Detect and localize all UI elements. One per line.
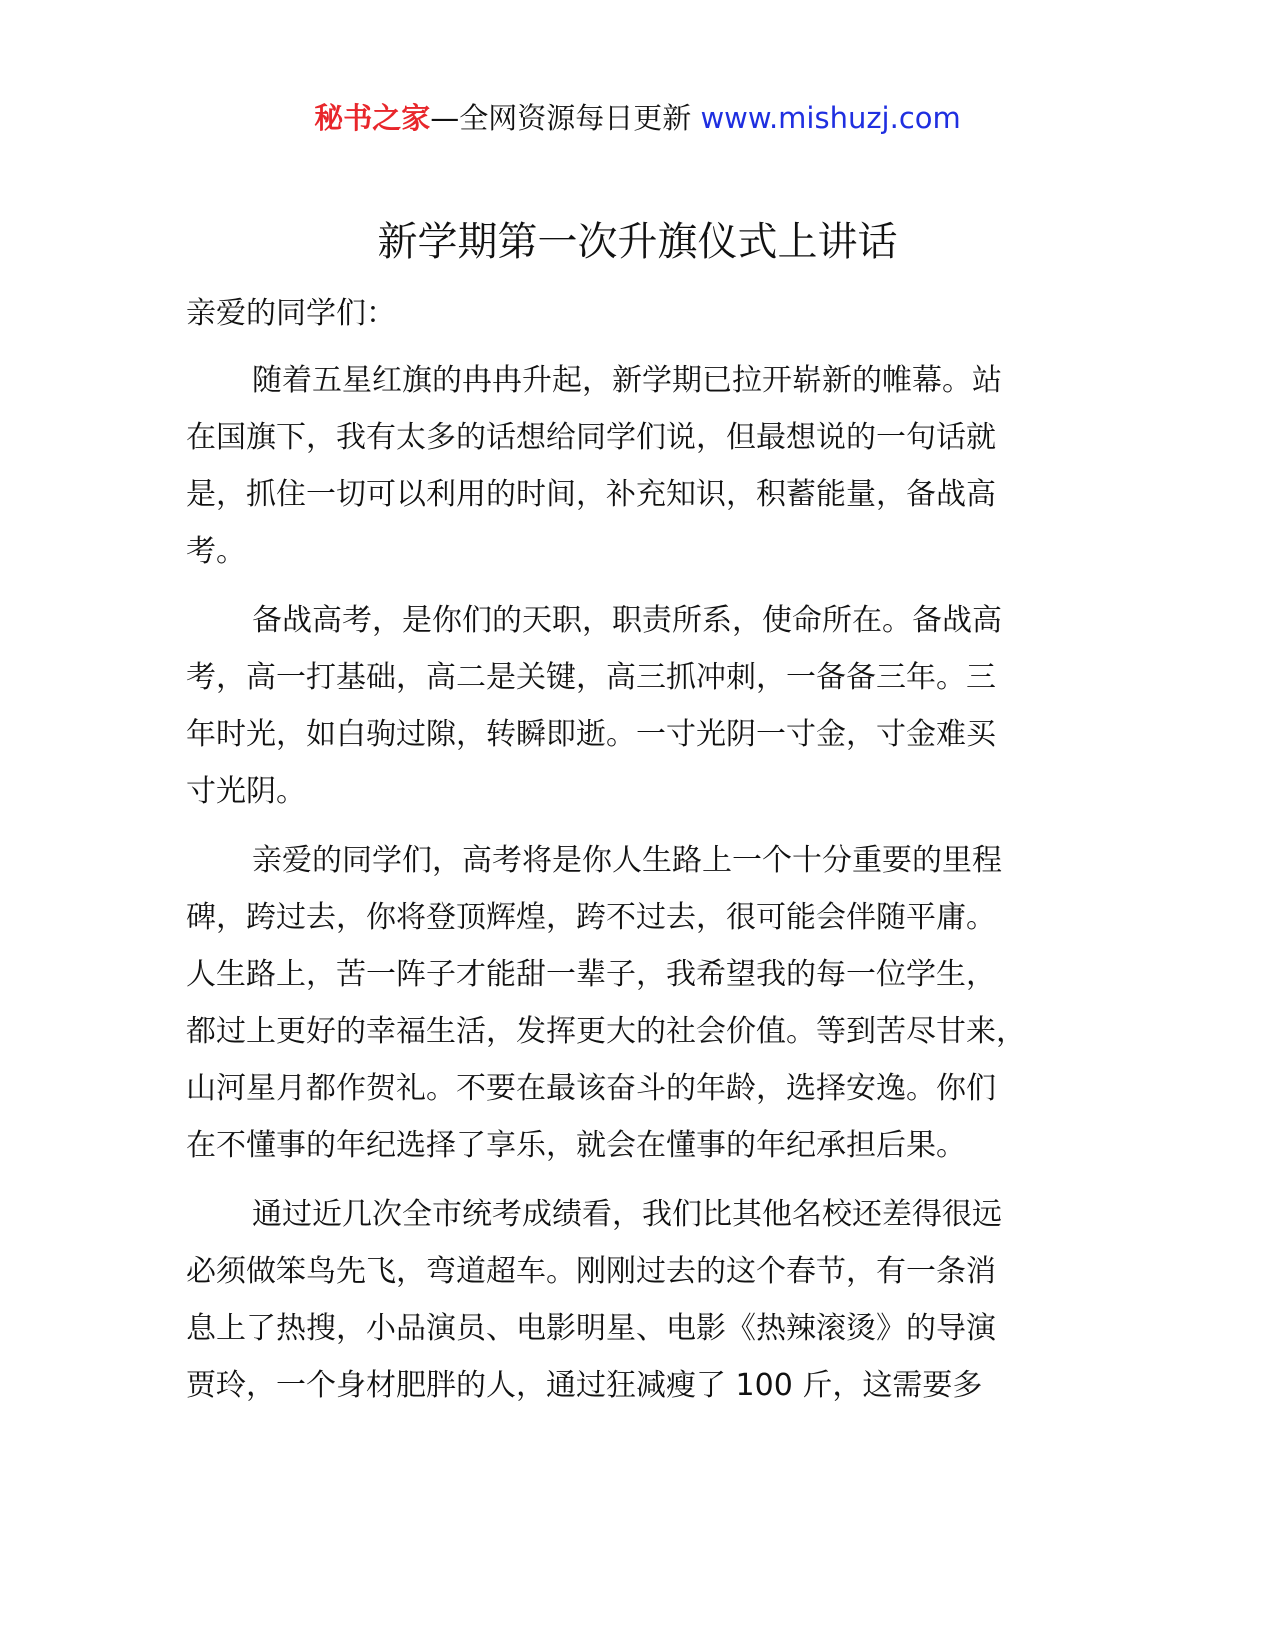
paragraph-line: 是，抓住一切可以利用的时间，补充知识，积蓄能量，备战高 <box>186 477 996 512</box>
site-name: 秘书之家 <box>314 101 431 135</box>
paragraph-1 <box>186 352 1096 580</box>
site-tagline: —全网资源每日更新 <box>430 101 701 135</box>
paragraph-line: 亲爱的同学们，高考将是你人生路上一个十分重要的里程 <box>252 843 1002 878</box>
paragraph-line: 寸光阴。 <box>186 774 306 809</box>
paragraph-line: 年时光，如白驹过隙，转瞬即逝。一寸光阴一寸金，寸金难买 <box>186 717 996 752</box>
paragraph-line: 息上了热搜，小品演员、电影明星、电影《热辣滚烫》的导演 <box>186 1311 996 1346</box>
paragraph-line: 贾玲，一个身材肥胖的人，通过狂减瘦了 100 斤，这需要多 <box>186 1368 983 1403</box>
paragraph-line: 必须做笨鸟先飞，弯道超车。刚刚过去的这个春节，有一条消 <box>186 1254 996 1289</box>
document-body <box>186 286 1096 1426</box>
paragraph-3 <box>186 832 1096 1174</box>
paragraph-line: 在国旗下，我有太多的话想给同学们说，但最想说的一句话就 <box>186 420 996 455</box>
paragraph-line: 人生路上，苦一阵子才能甜一辈子，我希望我的每一位学生， <box>186 957 996 992</box>
site-url-link[interactable]: www.mishuzj.com <box>700 101 961 135</box>
paragraph-line: 备战高考，是你们的天职，职责所系，使命所在。备战高 <box>252 603 1002 638</box>
document-title: 新学期第一次升旗仪式上讲话 <box>377 219 898 265</box>
paragraph-line: 通过近几次全市统考成绩看，我们比其他名校还差得很远 <box>252 1197 1002 1232</box>
paragraph-line: 随着五星红旗的冉冉升起，新学期已拉开崭新的帷幕。站 <box>252 363 1002 398</box>
paragraph-line: 在不懂事的年纪选择了享乐，就会在懂事的年纪承担后果。 <box>186 1128 966 1163</box>
site-header <box>0 96 1275 140</box>
paragraph-line: 考，高一打基础，高二是关键，高三抓冲刺，一备备三年。三 <box>186 660 996 695</box>
paragraph-4 <box>186 1186 1096 1414</box>
paragraph-line: 都过上更好的幸福生活，发挥更大的社会价值。等到苦尽甘来， <box>186 1014 1026 1049</box>
paragraph-2 <box>186 592 1096 820</box>
greeting: 亲爱的同学们： <box>186 296 396 331</box>
paragraph-line: 山河星月都作贺礼。不要在最该奋斗的年龄，选择安逸。你们 <box>186 1071 996 1106</box>
paragraph-line: 考。 <box>186 534 246 569</box>
paragraph-line: 碑，跨过去，你将登顶辉煌，跨不过去，很可能会伴随平庸。 <box>186 900 996 935</box>
